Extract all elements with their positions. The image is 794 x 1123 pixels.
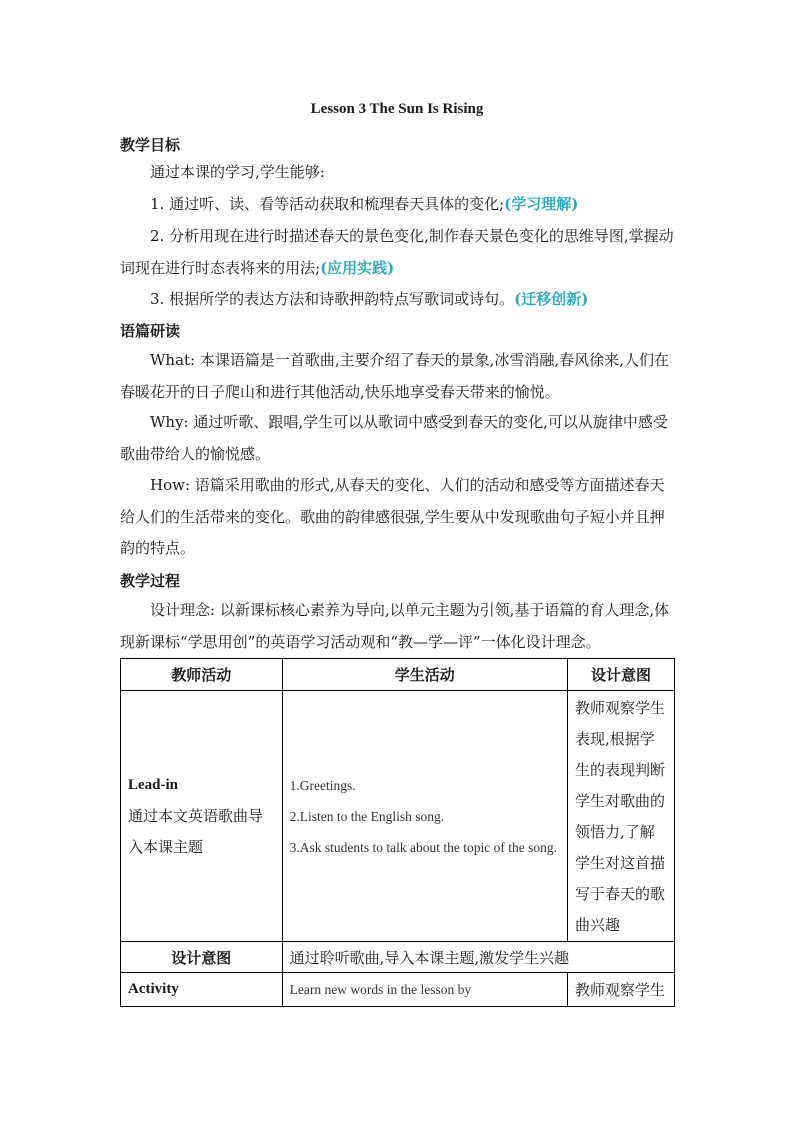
header-student: 学生活动 — [282, 659, 567, 691]
objectives-intro: 通过本课的学习,学生能够: — [150, 163, 325, 181]
leadin-step-3: 3.Ask students to talk about the topic of the song. — [289, 839, 557, 855]
objective-1-text: 1. 通过听、读、看等活动获取和梳理春天具体的变化; — [150, 195, 505, 213]
objective-1 — [120, 189, 675, 221]
leadin-desc: 通过本文英语歌曲导入本课主题 — [128, 806, 264, 856]
table-row-activity — [121, 973, 675, 1007]
leadin-teacher-cell — [121, 691, 283, 942]
leadin-step-1: 1.Greetings. — [289, 777, 356, 793]
analysis-how: How: 语篇采用歌曲的形式,从春天的变化、人们的活动和感受等方面描述春天给人们的生活带来的变化。歌曲的韵律感很强,学生要从中发现歌曲句子短小并且押韵的特点。 — [120, 476, 665, 557]
objective-3-tag: (迁移创新) — [514, 290, 589, 308]
table-row-leadin — [121, 691, 675, 942]
leadin-step-2: 2.Listen to the English song. — [289, 808, 445, 824]
objective-2-text: 2. 分析用现在进行时描述春天的景色变化,制作春天景色变化的思维导图,掌握动词现在进行时态表将来的用法; — [120, 227, 674, 277]
design-label: 设计意图 — [121, 942, 283, 973]
table-row-design — [121, 942, 675, 973]
objective-3 — [120, 284, 675, 316]
activity-title: Activity — [121, 973, 283, 1007]
objective-1-tag: (学习理解) — [504, 195, 579, 213]
leadin-title: Lead-in — [128, 776, 179, 793]
leadin-student-cell — [282, 691, 567, 942]
table-header-row — [121, 659, 675, 691]
analysis-what: What: 本课语篇是一首歌曲,主要介绍了春天的景象,冰雪消融,春风徐来,人们在春暖花开的日子爬山和进行其他活动,快乐地享受春天带来的愉悦。 — [120, 351, 669, 401]
analysis-why: Why: 通过听歌、跟唱,学生可以从歌词中感受到春天的变化,可以从旋律中感受歌曲带给人的愉悦感。 — [120, 413, 668, 463]
objective-2 — [120, 221, 675, 284]
lesson-title: Lesson 3 The Sun Is Rising — [310, 101, 484, 117]
design-text: 通过聆听歌曲,导入本课主题,激发学生兴趣 — [282, 942, 674, 973]
lesson-plan-table — [120, 658, 675, 1007]
objective-2-tag: (应用实践) — [320, 258, 395, 277]
objective-3-text: 3. 根据所学的表达方法和诗歌押韵特点写歌词或诗句。 — [150, 290, 515, 308]
analysis-heading: 语篇研读 — [120, 322, 181, 340]
process-concept: 设计理念: 以新课标核心素养为导向,以单元主题为引领,基于语篇的育人理念,体现新课标“学思用创”的英语学习活动观和“教—学—评”一体化设计理念。 — [120, 601, 670, 651]
activity-intent: 教师观察学生 — [567, 973, 674, 1007]
objectives-heading: 教学目标 — [120, 136, 181, 154]
process-heading: 教学过程 — [120, 572, 181, 590]
header-intent: 设计意图 — [567, 659, 674, 691]
activity-text: Learn new words in the lesson by — [282, 973, 567, 1007]
leadin-intent-cell: 教师观察学生表现,根据学生的表现判断学生对歌曲的领悟力,了解学生对这首描写于春天的歌曲兴趣 — [567, 691, 674, 942]
header-teacher: 教师活动 — [121, 659, 283, 691]
